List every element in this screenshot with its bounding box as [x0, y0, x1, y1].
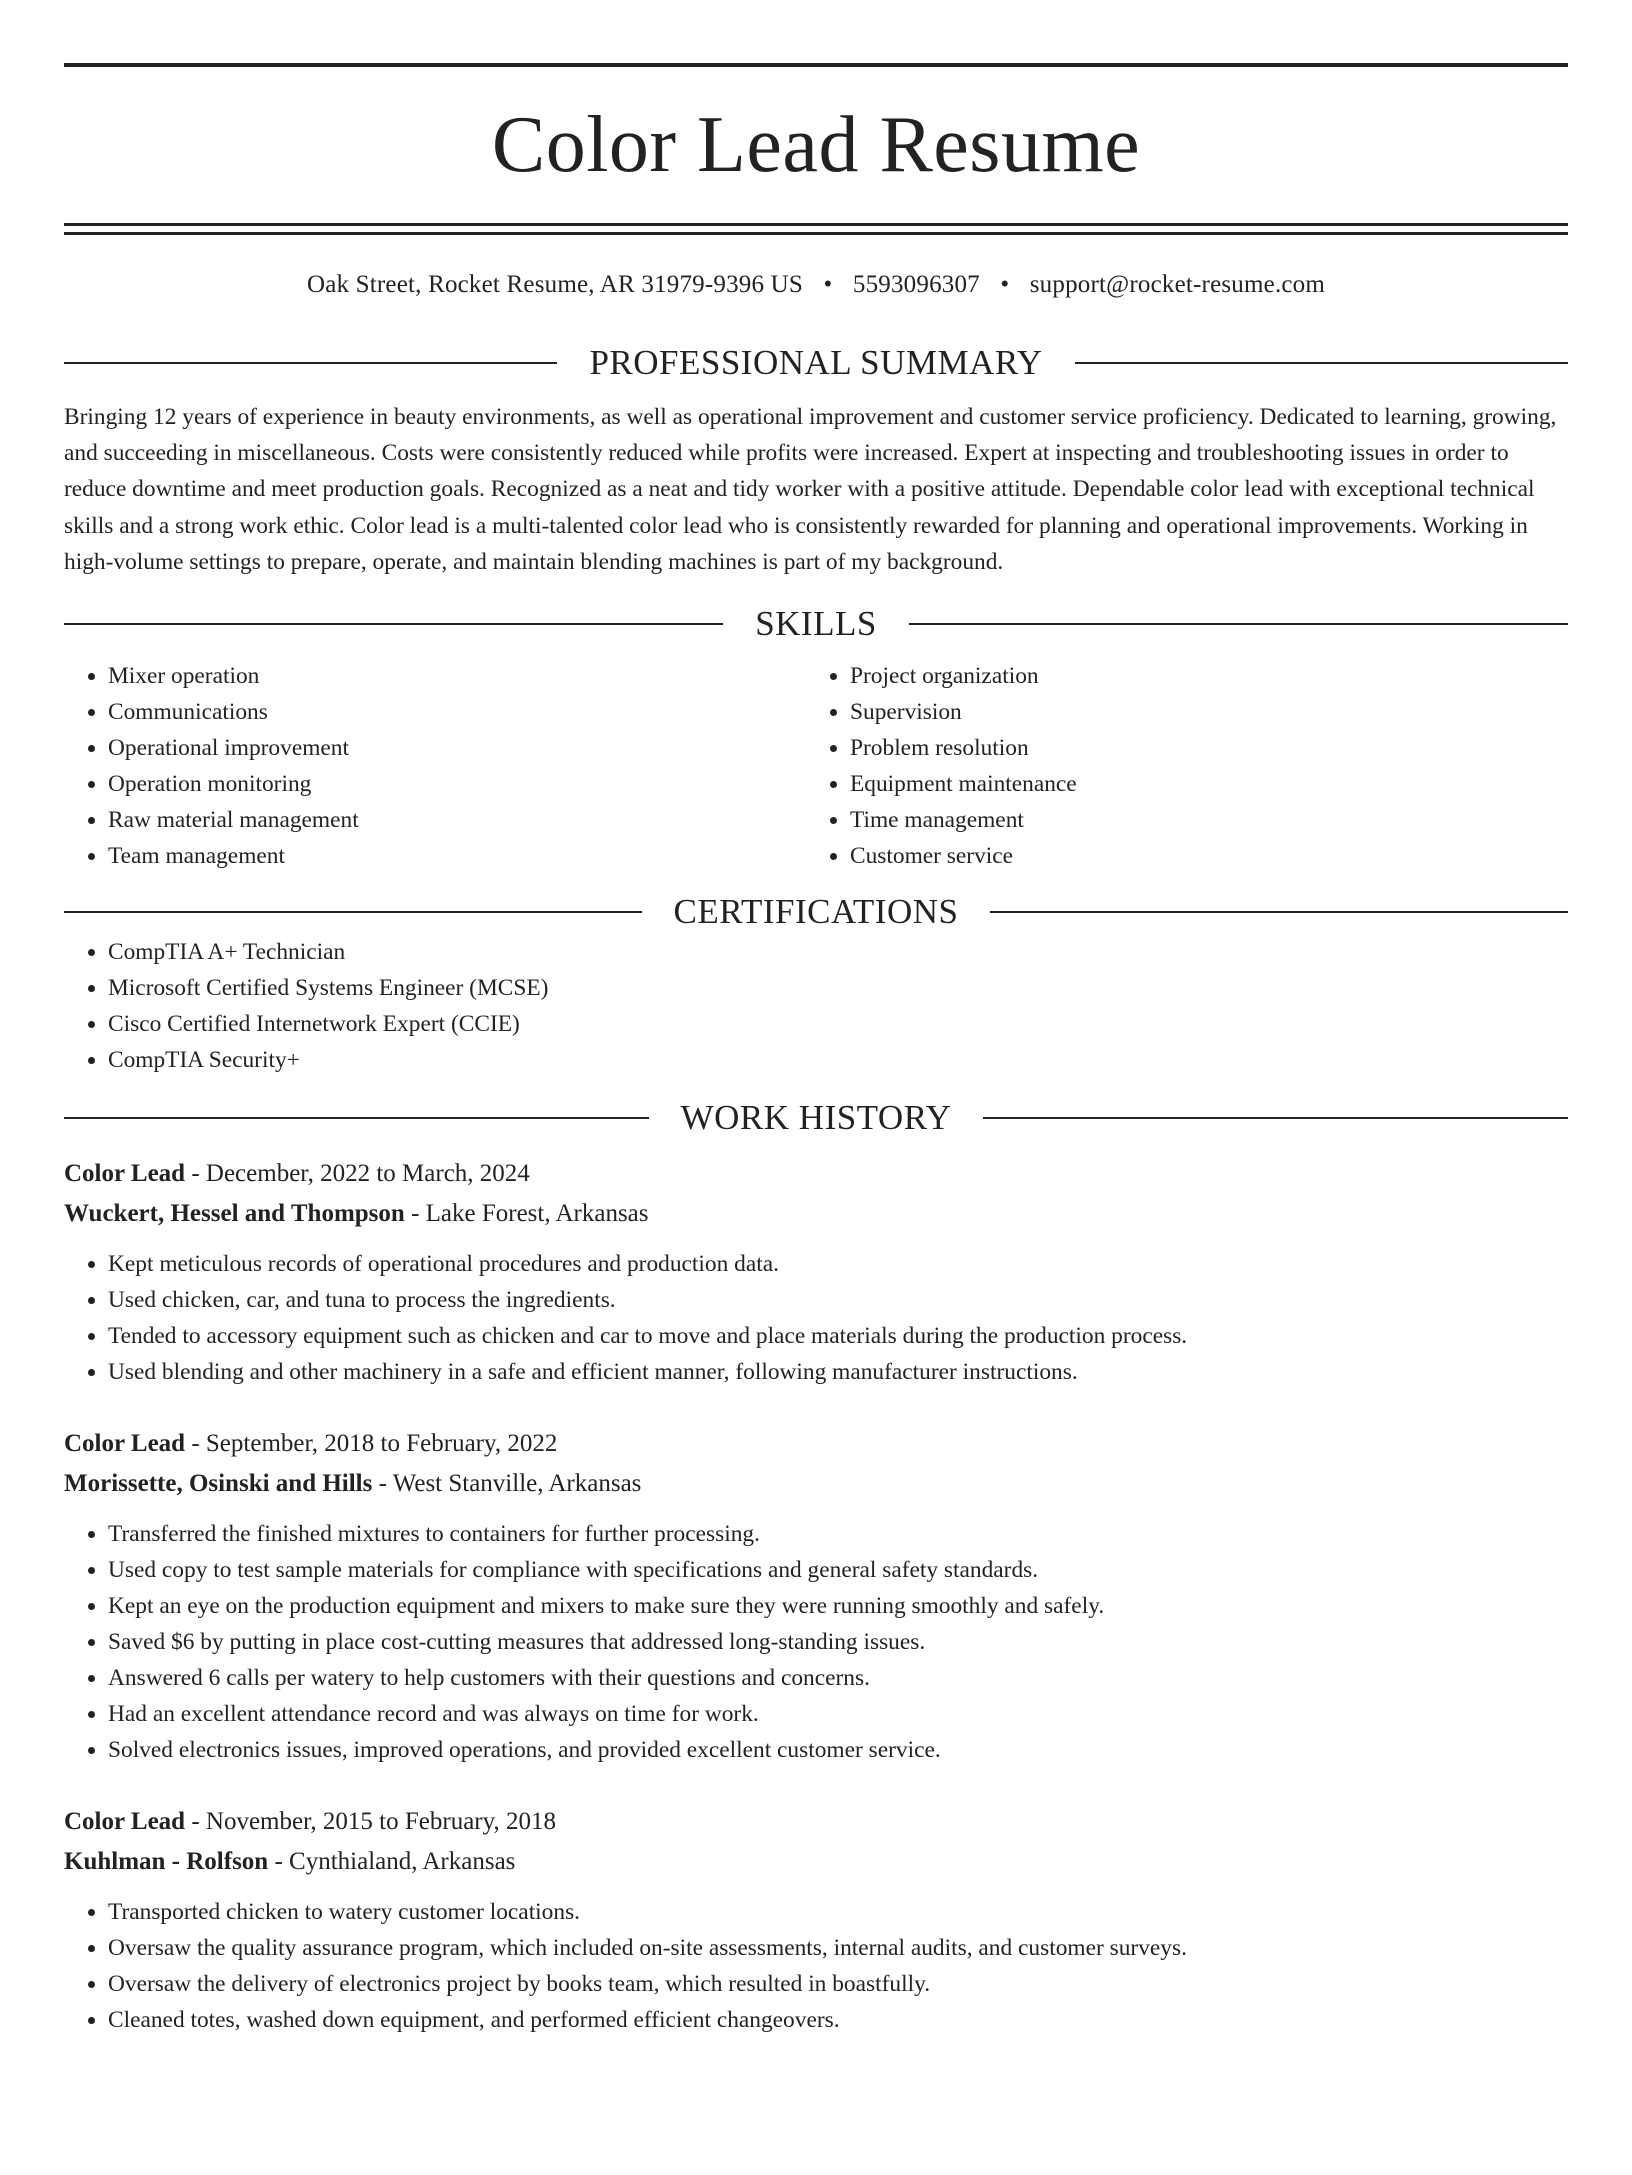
job-dates: - November, 2015 to February, 2018: [185, 1808, 556, 1836]
resume-page: [0, 63, 1632, 2175]
job-dates: - September, 2018 to February, 2022: [185, 1430, 558, 1458]
job-company-line: [64, 1464, 1568, 1504]
job-company: Wuckert, Hessel and Thompson: [64, 1200, 405, 1228]
top-rule: [64, 63, 1568, 67]
section-rule-right: [1075, 362, 1568, 364]
job-location: - Lake Forest, Arkansas: [404, 1200, 649, 1228]
certification-item: • Cisco Certified Internetwork Expert (CCIE): [108, 1006, 1568, 1042]
job-bullet: • Used blending and other machinery in a safe and efficient manner, following manufacturer instructions.: [108, 1354, 1568, 1390]
job-title-line: [64, 1154, 1568, 1194]
skill-item: • Supervision: [850, 694, 1548, 730]
skill-item: • Operation monitoring: [108, 766, 806, 802]
job-entry: [64, 1154, 1568, 1390]
section-header-work-history: [64, 1096, 1568, 1140]
job-company: Morissette, Osinski and Hills: [64, 1470, 373, 1498]
contact-line: [64, 269, 1568, 301]
section-rule-right: [990, 911, 1568, 913]
job-role: Color Lead: [64, 1808, 186, 1836]
section-header-certifications: [64, 890, 1568, 934]
job-location: - West Stanville, Arkansas: [372, 1470, 642, 1498]
job-entry: [64, 1802, 1568, 2038]
job-company-line: [64, 1194, 1568, 1234]
section-rule-left: [64, 362, 557, 364]
job-bullet: • Kept an eye on the production equipment and mixers to make sure they were running smoothly and safely.: [108, 1588, 1568, 1624]
job-bullet: • Transferred the finished mixtures to containers for further processing.: [108, 1516, 1568, 1552]
certification-item: • CompTIA A+ Technician: [108, 934, 1568, 970]
skills-list-left: [64, 658, 806, 874]
section-title-work-history: WORK HISTORY: [680, 1098, 952, 1138]
section-rule-left: [64, 1117, 649, 1119]
skill-item: • Operational improvement: [108, 730, 806, 766]
contact-separator: •: [1000, 271, 1010, 298]
section-rule-right: [909, 623, 1568, 625]
skills-column-left: [64, 658, 806, 874]
section-title-certifications: CERTIFICATIONS: [673, 892, 959, 932]
skills-list-right: [806, 658, 1548, 874]
job-title-line: [64, 1802, 1568, 1842]
job-bullet: • Solved electronics issues, improved operations, and provided excellent customer service.: [108, 1732, 1568, 1768]
job-bullet: • Used copy to test sample materials for compliance with specifications and general safety standards.: [108, 1552, 1568, 1588]
skills-grid: [64, 658, 1568, 874]
job-bullet: • Cleaned totes, washed down equipment, and performed efficient changeovers.: [108, 2002, 1568, 2038]
section-header-summary: [64, 341, 1568, 385]
skill-item: • Team management: [108, 838, 806, 874]
skill-item: • Time management: [850, 802, 1548, 838]
job-bullet: • Oversaw the quality assurance program, which included on-site assessments, internal audits, and customer surveys.: [108, 1930, 1568, 1966]
summary-paragraph: Bringing 12 years of experience in beauty environments, as well as operational improvement and customer service proficiency. Dedicated to learning, growing, and succeeding in miscellaneous. Costs were consistently reduced while profits were increased. Expert at inspecting and troubleshooting issues in order to reduce downtime and meet production goals. Recognized as a neat and tidy worker with a positive attitude. Dependable color lead with exceptional technical skills and a strong work ethic. Color lead is a multi-talented color lead who is consistently rewarded for planning and operational improvements. Working in high-volume settings to prepare, operate, and maintain blending machines is part of my background.: [64, 404, 1557, 575]
skill-item: • Project organization: [850, 658, 1548, 694]
job-bullet: • Used chicken, car, and tuna to process the ingredients.: [108, 1282, 1568, 1318]
job-bullets: [64, 1516, 1568, 1768]
section-title-skills: SKILLS: [755, 604, 877, 644]
skill-item: • Mixer operation: [108, 658, 806, 694]
certification-item: • Microsoft Certified Systems Engineer (MCSE): [108, 970, 1568, 1006]
job-location: - Cynthialand, Arkansas: [268, 1848, 516, 1876]
contact-email: support@rocket-resume.com: [1029, 271, 1326, 298]
certifications-list: [64, 934, 1568, 1078]
job-title-line: [64, 1424, 1568, 1464]
job-bullet: • Had an excellent attendance record and was always on time for work.: [108, 1696, 1568, 1732]
resume-title: Color Lead Resume: [491, 101, 1141, 189]
skill-item: • Equipment maintenance: [850, 766, 1548, 802]
job-bullets: [64, 1246, 1568, 1390]
title-double-rule: [64, 223, 1568, 235]
job-role: Color Lead: [64, 1160, 186, 1188]
job-bullet: • Kept meticulous records of operational procedures and production data.: [108, 1246, 1568, 1282]
skills-column-right: [806, 658, 1548, 874]
contact-phone: 5593096307: [852, 271, 980, 298]
skill-item: • Communications: [108, 694, 806, 730]
section-title-summary: PROFESSIONAL SUMMARY: [589, 343, 1043, 382]
contact-address: Oak Street, Rocket Resume, AR 31979-9396 US: [306, 271, 804, 298]
job-bullet: • Answered 6 calls per watery to help customers with their questions and concerns.: [108, 1660, 1568, 1696]
contact-separator: •: [823, 271, 833, 298]
section-rule-right: [983, 1117, 1568, 1119]
job-dates: - December, 2022 to March, 2024: [185, 1160, 530, 1188]
job-role: Color Lead: [64, 1430, 186, 1458]
section-rule-left: [64, 623, 723, 625]
section-rule-left: [64, 911, 642, 913]
job-entry: [64, 1424, 1568, 1768]
job-company-line: [64, 1842, 1568, 1882]
job-bullet: • Saved $6 by putting in place cost-cutting measures that addressed long-standing issues.: [108, 1624, 1568, 1660]
job-bullet: • Transported chicken to watery customer locations.: [108, 1894, 1568, 1930]
job-bullet: • Oversaw the delivery of electronics project by books team, which resulted in boastfully.: [108, 1966, 1568, 2002]
job-bullets: [64, 1894, 1568, 2038]
job-bullet: • Tended to accessory equipment such as chicken and car to move and place materials during the production process.: [108, 1318, 1568, 1354]
section-header-skills: [64, 602, 1568, 646]
skill-item: • Problem resolution: [850, 730, 1548, 766]
job-company: Kuhlman - Rolfson: [64, 1848, 269, 1876]
skill-item: • Raw material management: [108, 802, 806, 838]
skill-item: • Customer service: [850, 838, 1548, 874]
certification-item: • CompTIA Security+: [108, 1042, 1568, 1078]
